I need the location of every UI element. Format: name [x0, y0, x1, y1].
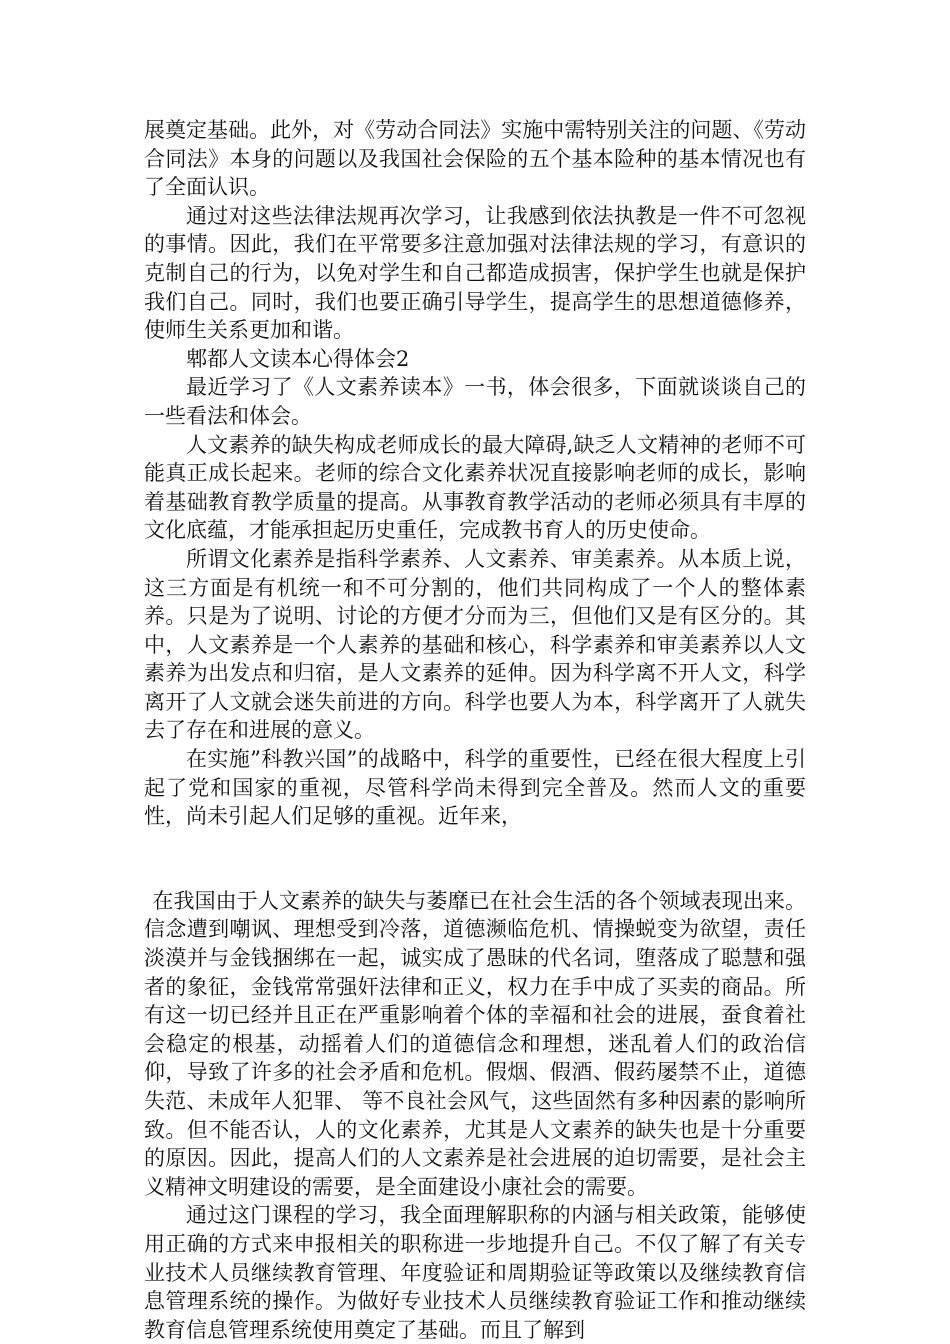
- paragraph-teacher-growth: 人文素养的缺失构成老师成长的最大障碍,缺乏人文精神的老师不可能真正成长起来。老师的综合文化素养状况直接影响老师的成长，影响着基础教育教学质量的提高。从事教育教学活动的老师必须具有丰厚的文化底蕴，才能承担起历史重任，完成教书育人的历史使命。: [144, 432, 806, 543]
- paragraph-intro: 最近学习了《人文素养读本》一书，体会很多，下面就谈谈自己的一些看法和体会。: [144, 375, 806, 428]
- section-heading: 郫都人文读本心得体会2: [186, 346, 410, 371]
- document-page: [144, 116, 806, 1344]
- paragraph-law-study: 通过对这些法律法规再次学习，让我感到依法执教是一件不可忽视的事情。因此，我们在平常要多注意加强对法律法规的学习，有意识的克制自己的行为，以免对学生和自己都造成损害，保护学生也就是保护我们自己。同时，我们也要正确引导学生，提高学生的思想道德修养，使师生关系更加和谐。: [144, 203, 806, 343]
- paragraph-course-study: 通过这门课程的学习，我全面理解职称的内涵与相关政策，能够使用正确的方式来申报相关的职称进一步地提升自己。不仅了解了有关专业技术人员继续教育管理、年度验证和周期验证等政策以及继续教育信息管理系统的操作。为做好专业技术人员继续教育验证工作和推动继续教育信息管理系统使用奠定了基础。而且了解到: [144, 1203, 806, 1342]
- page-gap: [144, 831, 806, 887]
- paragraph-continuation: 展奠定基础。此外，对《劳动合同法》实施中需特别关注的问题、《劳动合同法》本身的问题以及我国社会保险的五个基本险种的基本情况也有了全面认识。: [144, 118, 806, 200]
- paragraph-social-problems: 在我国由于人文素养的缺失与萎靡已在社会生活的各个领域表现出来。信念遭到嘲讽、理想受到冷落，道德濒临危机、情操蜕变为欲望，责任淡漠并与金钱捆绑在一起，诚实成了愚昧的代名词，堕落成了聪慧和强者的象征，金钱常常强奸法律和正义，权力在手中成了买卖的商品。所有这一切已经并且正在严重影响着个体的幸福和社会的进展，蚕食着社会稳定的根基，动摇着人们的道德信念和理想，迷乱着人们的政治信仰，导致了许多的社会矛盾和危机。假烟、假酒、假药屡禁不止，道德失范、未成年人犯罪、 等不良社会风气，这些固然有多种因素的影响所致。但不能否认，人的文化素养，尤其是人文素养的缺失也是十分重要的原因。因此，提高人们的人文素养是社会进展的迫切需要，是社会主义精神文明建设的需要，是全面建设小康社会的需要。: [144, 888, 806, 1199]
- paragraph-science-strategy: 在实施”科教兴国”的战略中，科学的重要性，已经在很大程度上引起了党和国家的重视，尽管科学尚未得到完全普及。然而人文的重要性，尚未引起人们足够的重视。近年来，: [144, 747, 806, 829]
- paragraph-cultural-literacy: 所谓文化素养是指科学素养、人文素养、审美素养。从本质上说，这三方面是有机统一和不可分割的，他们共同构成了一个人的整体素养。只是为了说明、讨论的方便才分而为三，但他们又是有区分的。其中，人文素养是一个人素养的基础和核心，科学素养和审美素养以人文素养为出发点和归宿，是人文素养的延伸。因为科学离不开人文，科学离开了人文就会迷失前进的方向。科学也要人为本，科学离开了人就失去了存在和进展的意义。: [144, 546, 806, 743]
